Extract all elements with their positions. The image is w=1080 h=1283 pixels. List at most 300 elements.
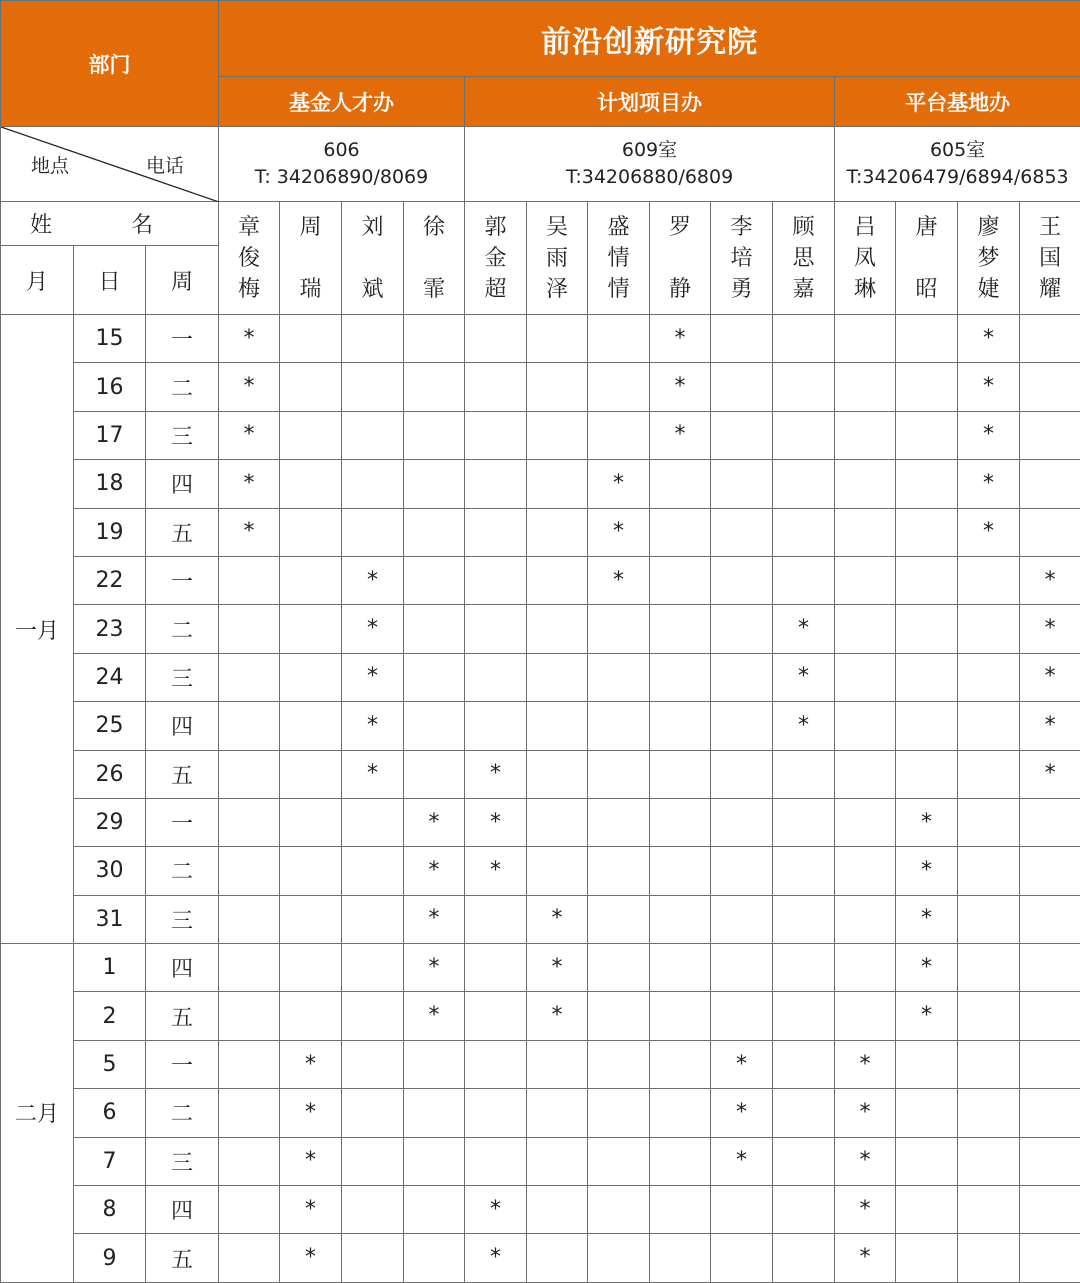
date-row [1, 944, 1080, 992]
duty-mark-cell: * [404, 847, 465, 895]
duty-mark-cell [711, 653, 773, 701]
staff-name-cell [835, 202, 896, 315]
duty-mark-cell [711, 702, 773, 750]
weekday-cell: 三 [146, 411, 219, 459]
duty-mark-cell [588, 702, 650, 750]
duty-mark-cell [280, 460, 342, 508]
month-cell: 二月 [1, 944, 74, 1283]
duty-mark-cell [527, 556, 588, 604]
duty-mark-cell [527, 1186, 588, 1234]
duty-mark-cell [219, 895, 280, 943]
duty-mark-cell [773, 944, 835, 992]
duty-mark-cell [404, 1186, 465, 1234]
duty-mark-cell [896, 556, 958, 604]
duty-mark-cell [711, 1186, 773, 1234]
duty-mark-cell [527, 798, 588, 846]
duty-mark-cell: * [1020, 702, 1080, 750]
duty-mark-cell: * [219, 411, 280, 459]
duty-mark-cell: * [404, 895, 465, 943]
office-name: 计划项目办 [597, 91, 702, 115]
location-label: 地点 [31, 151, 69, 178]
duty-mark-cell: * [835, 1234, 896, 1282]
weekday-cell: 四 [146, 460, 219, 508]
duty-mark-cell [527, 605, 588, 653]
weekday-cell: 二 [146, 363, 219, 411]
duty-mark-cell [711, 750, 773, 798]
dept-label: 部门 [89, 53, 131, 77]
office-name: 平台基地办 [905, 91, 1010, 115]
duty-mark-cell [280, 508, 342, 556]
weekday-cell: 五 [146, 750, 219, 798]
duty-mark-cell [465, 944, 527, 992]
duty-mark-cell [896, 508, 958, 556]
date-row [1, 315, 1080, 363]
duty-mark-cell [711, 895, 773, 943]
duty-mark-cell [958, 702, 1020, 750]
duty-mark-cell [465, 1040, 527, 1088]
duty-mark-cell [280, 847, 342, 895]
duty-mark-cell [835, 508, 896, 556]
duty-mark-cell: * [342, 653, 404, 701]
duty-mark-cell [1020, 1186, 1080, 1234]
duty-mark-cell [896, 1040, 958, 1088]
duty-mark-cell [527, 653, 588, 701]
staff-name-char: 霏 [404, 274, 464, 305]
day-cell: 16 [74, 363, 146, 411]
duty-mark-cell [1020, 798, 1080, 846]
duty-mark-cell [219, 1089, 280, 1137]
duty-mark-cell [465, 315, 527, 363]
duty-mark-cell: * [219, 315, 280, 363]
duty-mark-cell [219, 556, 280, 604]
duty-mark-cell [404, 702, 465, 750]
duty-mark-cell [527, 363, 588, 411]
staff-name-char: 吕 [835, 212, 895, 243]
duty-mark-cell [404, 508, 465, 556]
staff-name-char [280, 243, 341, 274]
duty-mark-cell [404, 363, 465, 411]
duty-mark-cell: * [896, 798, 958, 846]
day-cell: 15 [74, 315, 146, 363]
duty-mark-cell: * [958, 508, 1020, 556]
duty-mark-cell [650, 653, 711, 701]
office-name-cell [835, 77, 1080, 127]
duty-mark-cell [650, 1089, 711, 1137]
name-label-cell [1, 202, 219, 246]
duty-mark-cell: * [1020, 653, 1080, 701]
duty-mark-cell [835, 944, 896, 992]
staff-name-char: 瑞 [280, 274, 341, 305]
date-row [1, 1234, 1080, 1282]
staff-name-char [404, 243, 464, 274]
duty-mark-cell [835, 702, 896, 750]
duty-mark-cell [219, 653, 280, 701]
staff-name-cell [773, 202, 835, 315]
duty-mark-cell [773, 1186, 835, 1234]
duty-mark-cell [773, 798, 835, 846]
duty-mark-cell: * [404, 798, 465, 846]
duty-mark-cell [958, 605, 1020, 653]
duty-mark-cell [1020, 315, 1080, 363]
duty-mark-cell [219, 1040, 280, 1088]
weekday-cell: 二 [146, 1089, 219, 1137]
duty-mark-cell: * [1020, 556, 1080, 604]
duty-mark-cell [835, 363, 896, 411]
duty-mark-cell [958, 944, 1020, 992]
duty-mark-cell [711, 992, 773, 1040]
duty-mark-cell [465, 895, 527, 943]
duty-mark-cell: * [280, 1186, 342, 1234]
staff-name-char: 徐 [404, 212, 464, 243]
month-cell: 一月 [1, 315, 74, 944]
duty-mark-cell [896, 702, 958, 750]
duty-mark-cell [342, 411, 404, 459]
duty-mark-cell [958, 1186, 1020, 1234]
staff-name-char: 国 [1020, 243, 1080, 274]
duty-mark-cell [835, 556, 896, 604]
duty-mark-cell: * [588, 556, 650, 604]
duty-mark-cell [773, 508, 835, 556]
duty-mark-cell [219, 992, 280, 1040]
date-row [1, 605, 1080, 653]
duty-mark-cell: * [896, 992, 958, 1040]
weekday-cell: 五 [146, 1234, 219, 1282]
duty-mark-cell [404, 411, 465, 459]
duty-mark-cell [958, 556, 1020, 604]
weekday-cell: 四 [146, 1186, 219, 1234]
duty-mark-cell: * [342, 750, 404, 798]
duty-mark-cell [219, 1234, 280, 1282]
duty-mark-cell [404, 1234, 465, 1282]
duty-mark-cell: * [342, 556, 404, 604]
date-row [1, 895, 1080, 943]
duty-mark-cell [527, 315, 588, 363]
duty-mark-cell [1020, 411, 1080, 459]
duty-mark-cell [404, 605, 465, 653]
duty-mark-cell [588, 798, 650, 846]
duty-mark-cell [711, 315, 773, 363]
staff-name-cell [404, 202, 465, 315]
duty-mark-cell [527, 1234, 588, 1282]
day-cell: 5 [74, 1040, 146, 1088]
day-cell: 1 [74, 944, 146, 992]
duty-mark-cell [835, 992, 896, 1040]
date-row [1, 556, 1080, 604]
duty-mark-cell: * [711, 1089, 773, 1137]
office-phone: T: 34206890/8069 [219, 164, 464, 191]
staff-name-char: 王 [1020, 212, 1080, 243]
day-cell: 25 [74, 702, 146, 750]
duty-mark-cell [527, 1040, 588, 1088]
office-location-cell [219, 127, 465, 202]
duty-mark-cell [773, 1234, 835, 1282]
duty-mark-cell [342, 460, 404, 508]
duty-mark-cell: * [465, 1186, 527, 1234]
duty-mark-cell [896, 315, 958, 363]
duty-mark-cell [465, 556, 527, 604]
weekday-col-header [146, 246, 219, 315]
duty-mark-cell [711, 556, 773, 604]
duty-mark-cell [711, 508, 773, 556]
staff-name-char: 斌 [342, 274, 403, 305]
staff-name-char: 梅 [219, 274, 279, 305]
duty-mark-cell: * [650, 363, 711, 411]
duty-mark-cell [1020, 363, 1080, 411]
date-row [1, 702, 1080, 750]
duty-mark-cell [280, 363, 342, 411]
staff-name-char: 李 [711, 212, 772, 243]
duty-mark-cell [896, 605, 958, 653]
duty-mark-cell [342, 1137, 404, 1185]
duty-mark-cell: * [650, 411, 711, 459]
duty-mark-cell [527, 1089, 588, 1137]
duty-mark-cell [465, 1137, 527, 1185]
duty-mark-cell [588, 992, 650, 1040]
duty-mark-cell [1020, 1137, 1080, 1185]
office-room: 609室 [465, 137, 834, 164]
duty-mark-cell [404, 1089, 465, 1137]
duty-mark-cell: * [958, 315, 1020, 363]
duty-mark-cell [465, 508, 527, 556]
date-row [1, 847, 1080, 895]
duty-mark-cell [588, 605, 650, 653]
duty-mark-cell [773, 847, 835, 895]
duty-mark-cell [958, 992, 1020, 1040]
duty-mark-cell [280, 702, 342, 750]
duty-mark-cell: * [1020, 750, 1080, 798]
duty-mark-cell: * [280, 1089, 342, 1137]
duty-mark-cell [1020, 1234, 1080, 1282]
duty-mark-cell [527, 411, 588, 459]
duty-mark-cell [342, 992, 404, 1040]
duty-mark-cell [1020, 992, 1080, 1040]
weekday-cell: 四 [146, 702, 219, 750]
duty-mark-cell [465, 702, 527, 750]
duty-mark-cell: * [465, 750, 527, 798]
duty-mark-cell [588, 750, 650, 798]
staff-name-char: 嘉 [773, 274, 834, 305]
staff-name-cell [896, 202, 958, 315]
duty-mark-cell [219, 1137, 280, 1185]
staff-name-char: 思 [773, 243, 834, 274]
duty-mark-cell: * [896, 944, 958, 992]
duty-mark-cell [958, 895, 1020, 943]
duty-mark-cell [773, 750, 835, 798]
duty-mark-cell [342, 1089, 404, 1137]
duty-mark-cell [527, 847, 588, 895]
duty-mark-cell: * [588, 508, 650, 556]
duty-mark-cell [773, 895, 835, 943]
duty-mark-cell [650, 992, 711, 1040]
date-row [1, 508, 1080, 556]
duty-mark-cell [958, 1089, 1020, 1137]
date-row [1, 1040, 1080, 1088]
duty-mark-cell [465, 363, 527, 411]
staff-name-cell [280, 202, 342, 315]
staff-name-cell [465, 202, 527, 315]
duty-mark-cell: * [773, 653, 835, 701]
duty-mark-cell [958, 798, 1020, 846]
duty-mark-cell [280, 556, 342, 604]
duty-mark-cell [896, 363, 958, 411]
duty-mark-cell [896, 653, 958, 701]
org-row [1, 1, 1080, 77]
staff-name-cell [1020, 202, 1080, 315]
day-cell: 23 [74, 605, 146, 653]
day-cell: 30 [74, 847, 146, 895]
staff-name-char: 郭 [465, 212, 526, 243]
duty-mark-cell [280, 411, 342, 459]
staff-name-char: 琳 [835, 274, 895, 305]
weekday-cell: 一 [146, 1040, 219, 1088]
duty-mark-cell [650, 508, 711, 556]
staff-name-char: 耀 [1020, 274, 1080, 305]
office-room: 605室 [835, 137, 1080, 164]
duty-mark-cell [835, 605, 896, 653]
duty-mark-cell [588, 847, 650, 895]
duty-mark-cell [958, 1040, 1020, 1088]
duty-mark-cell: * [342, 702, 404, 750]
date-row [1, 653, 1080, 701]
weekday-cell: 四 [146, 944, 219, 992]
date-row [1, 363, 1080, 411]
staff-name-char: 情 [588, 274, 649, 305]
staff-name-char: 泽 [527, 274, 587, 305]
duty-mark-cell: * [711, 1137, 773, 1185]
staff-name-char: 静 [650, 274, 710, 305]
duty-mark-cell [527, 1137, 588, 1185]
duty-mark-cell [650, 1186, 711, 1234]
duty-mark-cell [958, 1137, 1020, 1185]
duty-mark-cell [835, 847, 896, 895]
day-cell: 29 [74, 798, 146, 846]
day-cell: 31 [74, 895, 146, 943]
duty-mark-cell [650, 1040, 711, 1088]
duty-mark-cell [588, 653, 650, 701]
staff-name-char [342, 243, 403, 274]
day-col-header [74, 246, 146, 315]
duty-mark-cell [588, 944, 650, 992]
duty-mark-cell [1020, 847, 1080, 895]
duty-mark-cell [465, 653, 527, 701]
duty-mark-cell [588, 411, 650, 459]
weekday-cell: 三 [146, 653, 219, 701]
duty-mark-cell [650, 944, 711, 992]
duty-mark-cell [342, 798, 404, 846]
weekday-label: 周 [171, 270, 193, 295]
staff-name-char: 培 [711, 243, 772, 274]
duty-mark-cell [219, 702, 280, 750]
staff-name-char: 盛 [588, 212, 649, 243]
duty-mark-cell [404, 1040, 465, 1088]
staff-name-cell [219, 202, 280, 315]
duty-mark-cell [1020, 944, 1080, 992]
duty-mark-cell [219, 798, 280, 846]
duty-mark-cell [896, 1089, 958, 1137]
staff-name-char: 超 [465, 274, 526, 305]
staff-name-cell [342, 202, 404, 315]
duty-mark-cell [342, 1040, 404, 1088]
duty-mark-cell: * [588, 460, 650, 508]
duty-mark-cell [404, 556, 465, 604]
office-room: 606 [219, 137, 464, 164]
duty-mark-cell [835, 750, 896, 798]
duty-mark-cell [650, 1137, 711, 1185]
duty-mark-cell: * [958, 411, 1020, 459]
weekday-cell: 五 [146, 508, 219, 556]
duty-mark-cell [404, 315, 465, 363]
staff-name-cell [588, 202, 650, 315]
month-col-header [1, 246, 74, 315]
day-cell: 2 [74, 992, 146, 1040]
duty-mark-cell: * [835, 1186, 896, 1234]
duty-mark-cell: * [896, 847, 958, 895]
duty-mark-cell: * [280, 1234, 342, 1282]
name-header-row [1, 202, 1080, 246]
staff-name-char: 梦 [958, 243, 1019, 274]
duty-mark-cell [1020, 895, 1080, 943]
duty-mark-cell [280, 653, 342, 701]
duty-mark-cell [773, 1089, 835, 1137]
duty-mark-cell [588, 1234, 650, 1282]
duty-mark-cell: * [835, 1089, 896, 1137]
location-row [1, 127, 1080, 202]
duty-mark-cell: * [465, 798, 527, 846]
org-name-cell [219, 1, 1080, 77]
duty-mark-cell [219, 1186, 280, 1234]
duty-mark-cell [711, 411, 773, 459]
duty-mark-cell [773, 556, 835, 604]
duty-mark-cell [219, 750, 280, 798]
staff-name-char: 婕 [958, 274, 1019, 305]
staff-name-char [650, 243, 710, 274]
weekday-cell: 二 [146, 847, 219, 895]
office-name-cell [219, 77, 465, 127]
duty-mark-cell [280, 315, 342, 363]
staff-name-char: 唐 [896, 212, 957, 243]
duty-mark-cell [773, 411, 835, 459]
duty-mark-cell [342, 363, 404, 411]
duty-mark-cell: * [342, 605, 404, 653]
duty-mark-cell [588, 315, 650, 363]
duty-mark-cell [896, 411, 958, 459]
date-row [1, 460, 1080, 508]
dept-label-cell [1, 1, 219, 127]
staff-name-cell [711, 202, 773, 315]
duty-mark-cell [711, 944, 773, 992]
duty-mark-cell [404, 1137, 465, 1185]
duty-mark-cell [896, 460, 958, 508]
duty-mark-cell [773, 363, 835, 411]
day-cell: 18 [74, 460, 146, 508]
weekday-cell: 三 [146, 895, 219, 943]
staff-name-char: 周 [280, 212, 341, 243]
duty-mark-cell [835, 895, 896, 943]
staff-name-char: 凤 [835, 243, 895, 274]
staff-name-char: 金 [465, 243, 526, 274]
duty-mark-cell: * [527, 944, 588, 992]
duty-mark-cell [219, 605, 280, 653]
duty-mark-cell [280, 895, 342, 943]
day-cell: 19 [74, 508, 146, 556]
duty-mark-cell: * [958, 363, 1020, 411]
org-name: 前沿创新研究院 [541, 25, 758, 60]
duty-mark-cell [527, 750, 588, 798]
duty-mark-cell [835, 798, 896, 846]
duty-mark-cell [773, 315, 835, 363]
duty-mark-cell [773, 992, 835, 1040]
duty-mark-cell [896, 1186, 958, 1234]
